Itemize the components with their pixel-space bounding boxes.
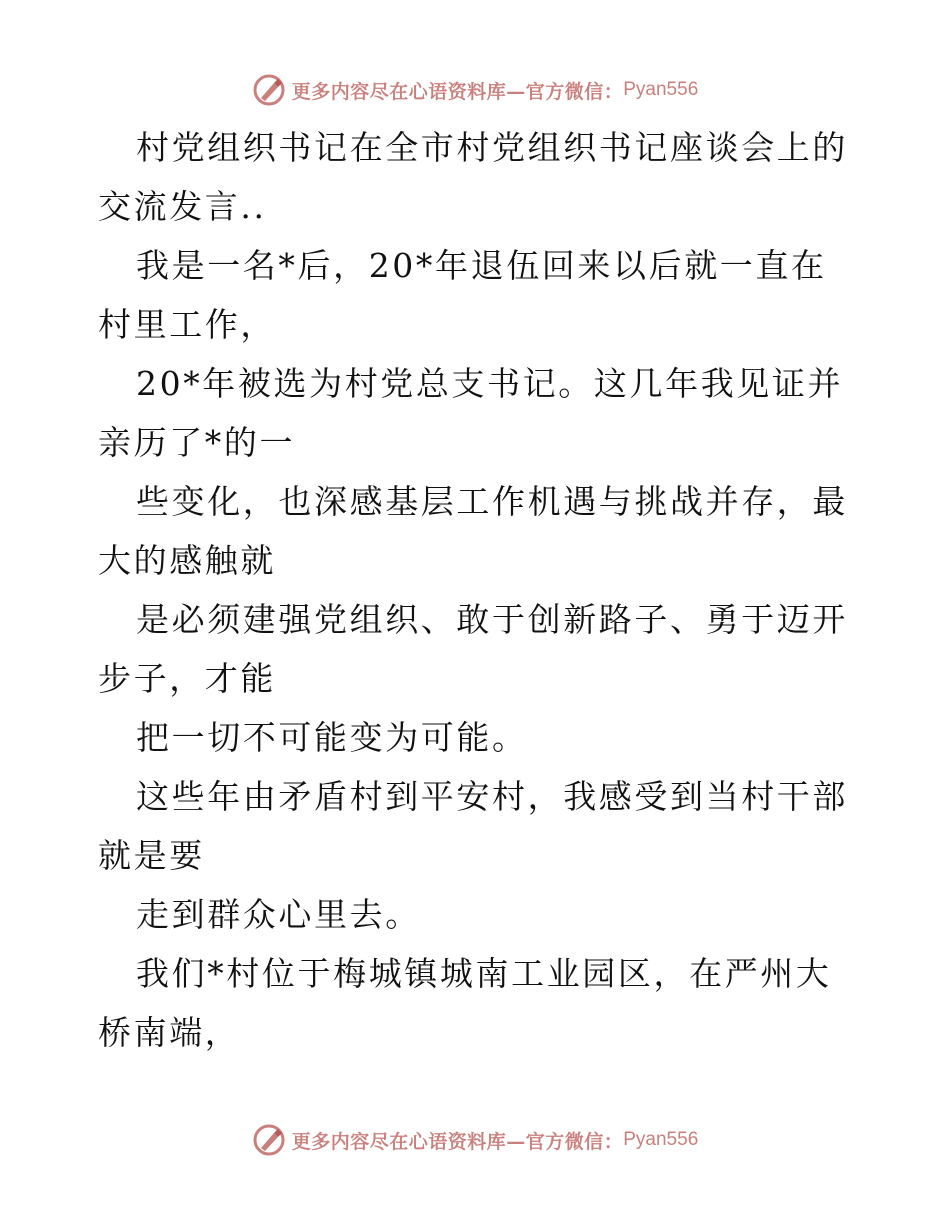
- paragraph: 我们*村位于梅城镇城南工业园区，在严州大桥南端，: [98, 954, 832, 1052]
- document-body: [98, 118, 858, 1062]
- paragraph: 我是一名*后，20*年退伍回来以后就一直在村里工作，: [98, 246, 827, 344]
- pen-logo-icon: [252, 73, 286, 107]
- footer-watermark-handle: Pyan556: [623, 1129, 699, 1150]
- footer-watermark: [0, 1120, 950, 1160]
- paragraph: 走到群众心里去。: [136, 895, 421, 934]
- header-watermark-text: 更多内容尽在心语资料库—官方微信：: [291, 80, 624, 103]
- header-watermark: [0, 70, 950, 110]
- paragraph: 是必须建强党组织、敢于创新路子、勇于迈开步子，才能: [98, 600, 848, 698]
- paragraph: 20*年被选为村党总支书记。这几年我见证并亲历了*的一: [98, 364, 844, 462]
- paragraph: 这些年由矛盾村到平安村，我感受到当村干部就是要: [98, 777, 848, 875]
- header-watermark-handle: Pyan556: [623, 79, 699, 100]
- paragraph: 村党组织书记在全市村党组织书记座谈会上的交流发言..: [98, 128, 848, 226]
- pen-logo-icon: [252, 1123, 286, 1157]
- paragraph: 些变化，也深感基层工作机遇与挑战并存，最大的感触就: [98, 482, 848, 580]
- paragraph: 把一切不可能变为可能。: [136, 718, 528, 757]
- footer-watermark-text: 更多内容尽在心语资料库—官方微信：: [291, 1130, 624, 1153]
